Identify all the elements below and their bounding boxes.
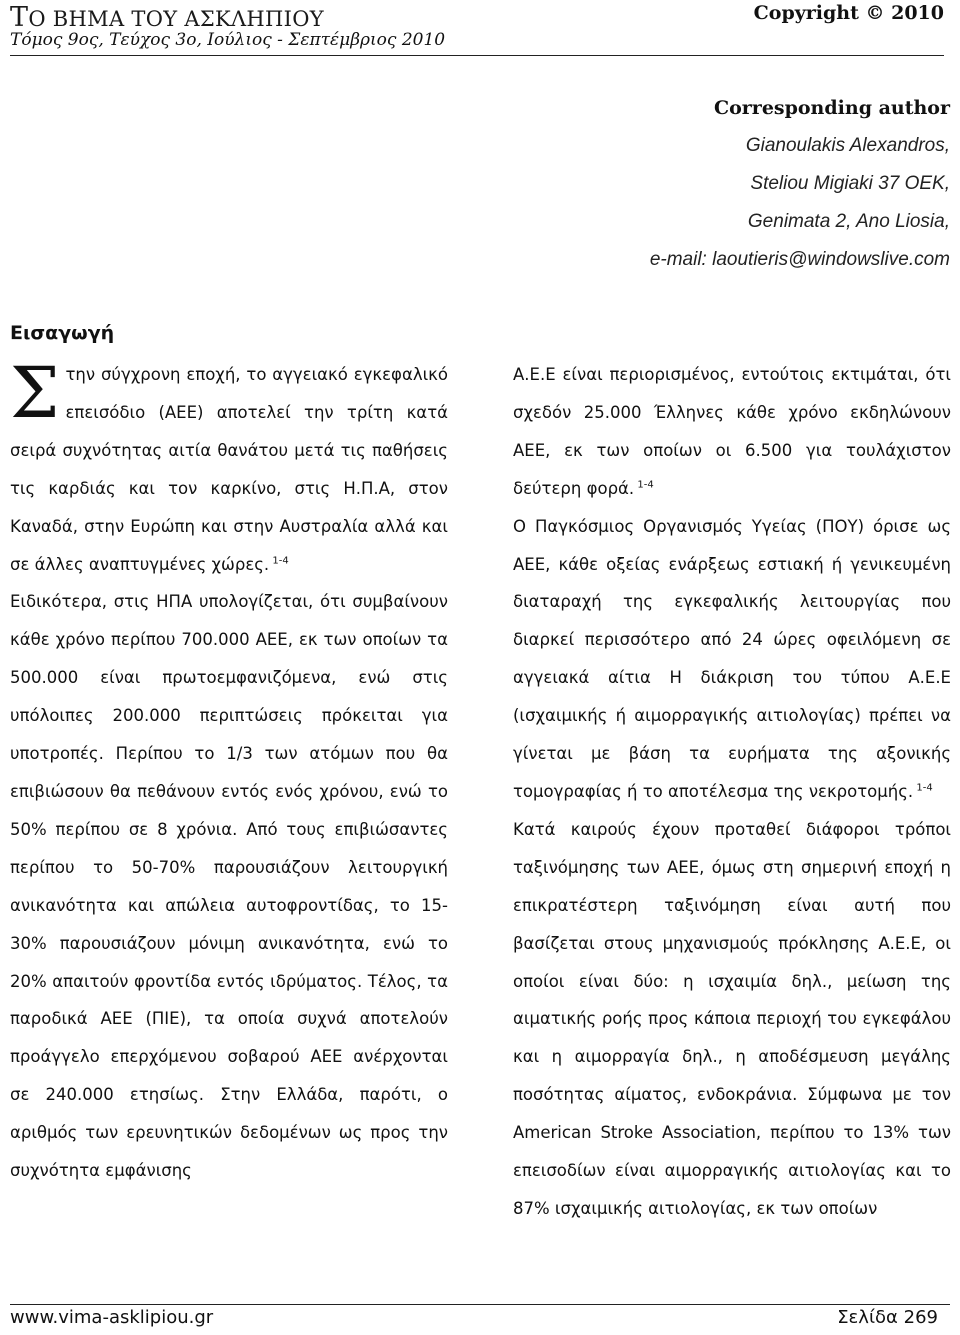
right-paragraph-2 xyxy=(513,508,951,811)
right-paragraph-1 xyxy=(513,356,951,508)
citation-ref: 1-4 xyxy=(913,782,933,794)
right-paragraph-2-text: Ο Παγκόσμιος Οργανισμός Υγείας (ΠΟΥ) όρισε ως ΑΕΕ, κάθε οξείας ενάρξεως εστιακή ή γενικευμένη διαταραχή της εγκεφαλικής λειτουργίας που διαρκεί περισσότερο από 24 ώρες οφειλόμενη σε αγγειακά αίτια Η διάκριση του τύπου Α.Ε.Ε (ισχαιμικής ή αιμορραγικής αιτιολογίας) πρέπει να γίνεται με βάση τα ευρήματα της αξονικής τομογραφίας ή το αποτέλεσμα της νεκροτομής. xyxy=(513,516,951,801)
header-divider xyxy=(10,55,944,56)
copyright-notice: Copyright © 2010 xyxy=(753,2,944,24)
right-paragraph-3: Κατά καιρούς έχουν προταθεί διάφοροι τρόποι ταξινόμησης των ΑΕΕ, όμως στη σημερινή εποχή η επικρατέστερη ταξινόμηση είναι αυτή που βασίζεται στους μηχανισμούς πρόκλησης Α.Ε.Ε, οι οποίοι είναι δύο: η ισχαιμία δηλ., μείωση της αιματικής ροής προς κάποια περιοχή του εγκεφάλου και η αιμορραγία δηλ., η αποδέσμευση μεγάλης ποσότητας αίματος, ενδοκράνια. Σύμφωνα με τον American Stroke Association, περίπου το 13% των επεισοδίων είναι αιμορραγικής αιτιολογίας και το 87% ισχαιμικής αιτιολογίας, εκ των οποίων xyxy=(513,819,951,1218)
footer-divider xyxy=(10,1304,950,1305)
intro-paragraph-1 xyxy=(10,352,448,583)
citation-ref: 1-4 xyxy=(634,479,654,491)
page-number: Σελίδα 269 xyxy=(837,1307,938,1328)
corresponding-author-label: Corresponding author xyxy=(714,97,950,119)
footer-website-link[interactable]: www.vima-asklipiou.gr xyxy=(10,1307,214,1328)
issue-info: Τόμος 9ος, Τεύχος 3ο, Ιούλιος - Σεπτέμβριος 2010 xyxy=(10,30,446,50)
intro-paragraph-1-text: την σύγχρονη εποχή, το αγγειακό εγκεφαλικό επεισόδιο (ΑΕΕ) αποτελεί την τρίτη κατά σειρά συχνότητας αιτία θανάτου μετά τις παθήσεις τις καρδιάς και τον καρκίνο, στις Η.Π.Α, στον Καναδά, στην Ευρώπη και στην Αυστραλία αλλά και σε άλλες αναπτυγμένες χώρες. xyxy=(10,365,448,574)
intro-paragraph-2: Ειδικότερα, στις ΗΠΑ υπολογίζεται, ότι συμβαίνουν κάθε χρόνο περίπου 700.000 ΑΕΕ, εκ των οποίων τα 500.000 είναι πρωτοεμφανιζόμενα, ενώ στις υπόλοιπες 200.000 περιπτώσεις πρόκειται για υποτροπές. Περίπου το 1/3 των ατόμων που θα επιβιώσουν θα πεθάνουν εντός ενός χρόνου, ενώ το 50% περίπου σε 8 χρόνια. Από τους επιβιώσαντες περίπου το 50-70% παρουσιάζουν λειτουργική ανικανότητα και απώλεια αυτοφροντίδας, το 15-30% παρουσιάζουν μόνιμη ανικανότητα, ενώ το 20% απαιτούν φροντίδα εντός ιδρύματος. Τέλος, τα παροδικά ΑΕΕ (ΠΙΕ), τα οποία συχνά αποτελούν προάγγελο επερχόμενου σοβαρού ΑΕΕ ανέρχονται σε 240.000 ετησίως. Στην Ελλάδα, παρότι, ο αριθμός των ερευνητικών δεδομένων ως προς την συχνότητα εμφάνισης xyxy=(10,592,448,1181)
journal-title-rest: Ο ΒΗΜΑ ΤΟΥ ΑΣΚΛΗΠΙΟΥ xyxy=(28,7,324,31)
author-address-street: Steliou Migiaki 37 OEK, xyxy=(750,173,950,194)
right-column xyxy=(513,356,951,1228)
corresponding-author-block xyxy=(650,93,950,283)
author-name: Gianoulakis Alexandros, xyxy=(745,135,950,156)
author-address-city: Genimata 2, Ano Liosia, xyxy=(747,211,950,232)
author-email: e-mail: laoutieris@windowslive.com xyxy=(649,249,950,270)
citation-ref: 1-4 xyxy=(269,555,289,567)
journal-title xyxy=(10,2,324,33)
drop-cap: Σ xyxy=(10,352,60,434)
left-column xyxy=(10,352,448,1190)
right-paragraph-1-text: Α.Ε.Ε είναι περιορισμένος, εντούτοις εκτιμάται, ότι σχεδόν 25.000 Έλληνες κάθε χρόνο εκδηλώνουν ΑΕΕ, εκ των οποίων οι 6.500 για τουλάχιστον δεύτερη φορά. xyxy=(513,365,951,498)
section-title: Εισαγωγή xyxy=(10,322,115,344)
journal-title-initial: Τ xyxy=(10,2,29,33)
